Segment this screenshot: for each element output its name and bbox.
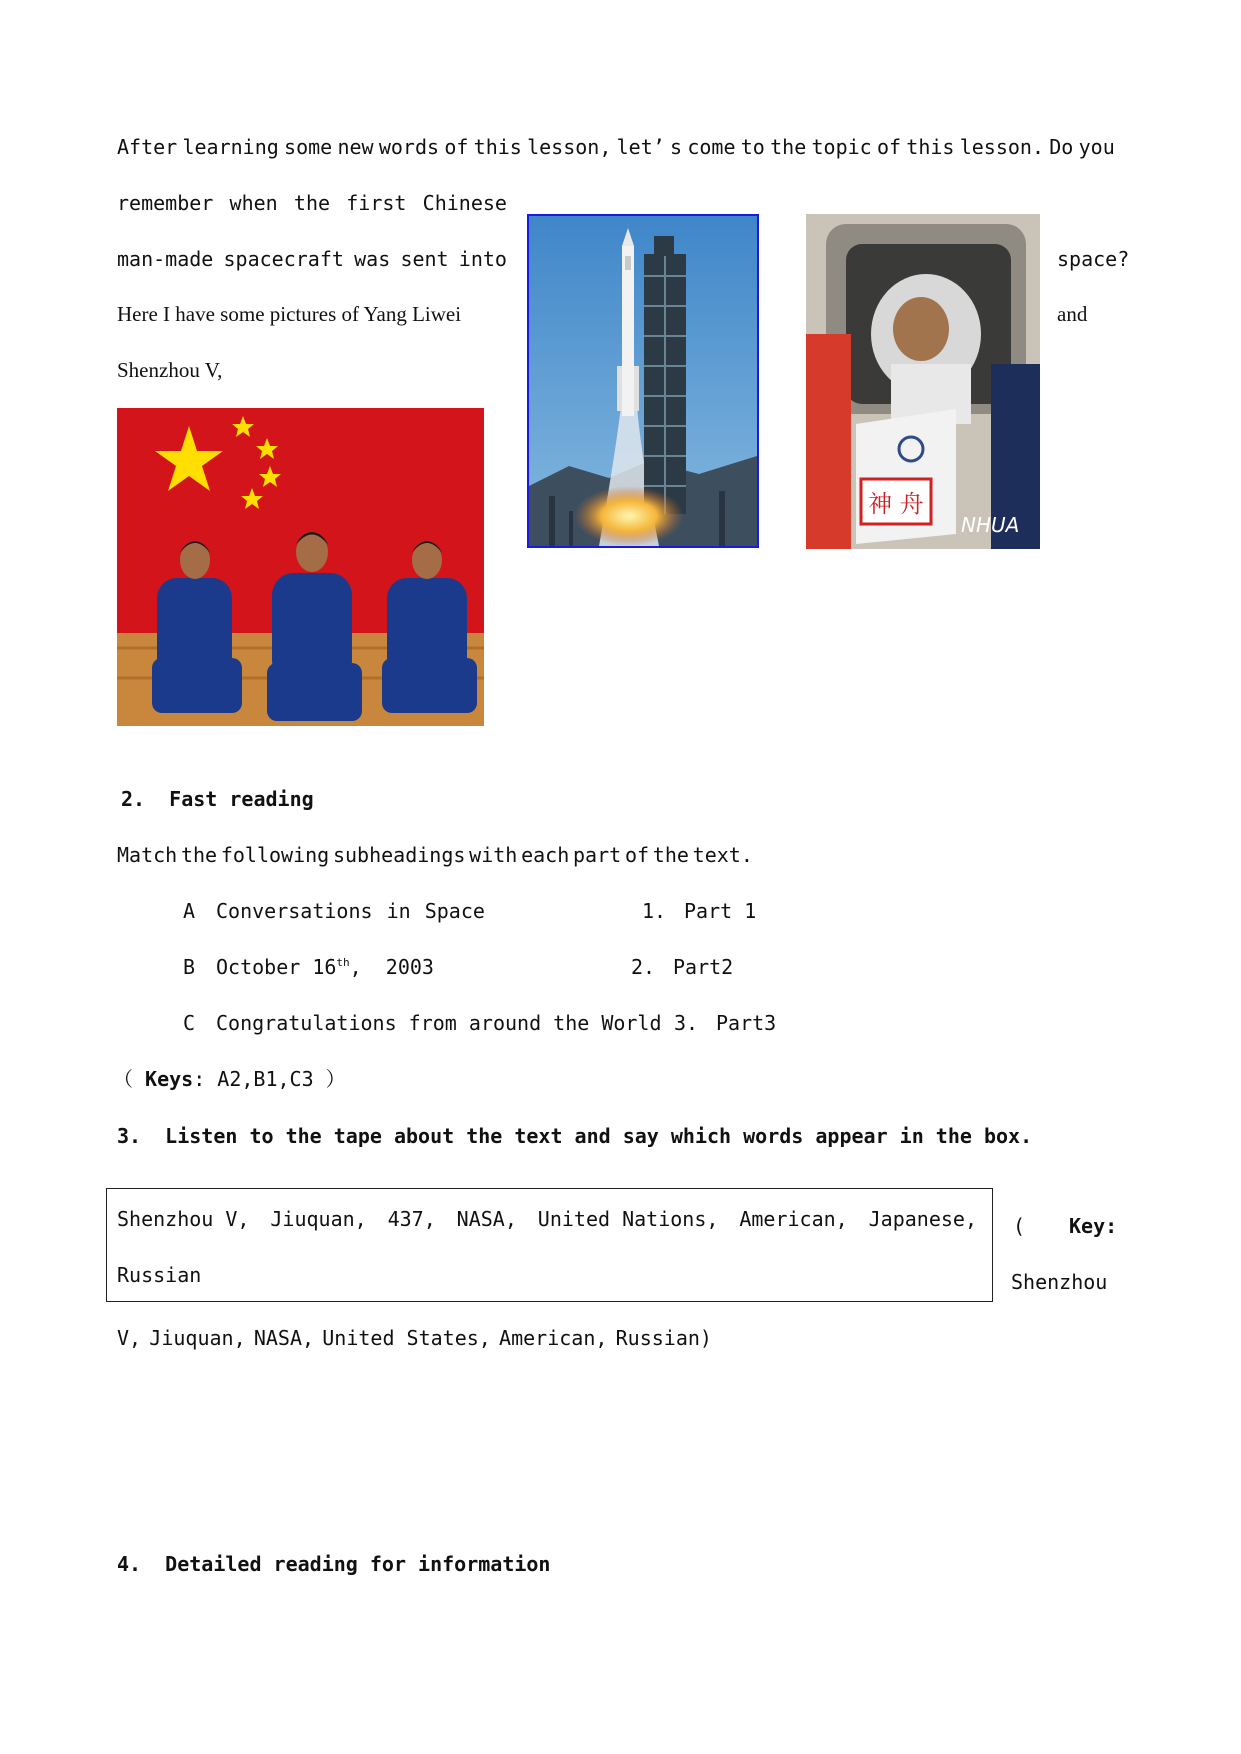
item-2-part: Part2: [673, 955, 734, 979]
intro-line-1-word: learning: [182, 135, 279, 159]
key-continued: [117, 1326, 712, 1350]
item-2-number: 2.: [631, 955, 656, 979]
intro-line-1-word: the: [770, 135, 807, 159]
intro-line-3: [117, 247, 507, 271]
key-word: V,: [117, 1326, 142, 1350]
item-b-text-sup: th: [336, 956, 350, 969]
instruction-word: text.: [692, 843, 753, 867]
instruction-word: each: [521, 843, 570, 867]
key-word: Russian): [615, 1326, 712, 1350]
fast-reading-keys: [113, 1067, 346, 1091]
intro-line-1-word: of: [444, 135, 469, 159]
box-word: Jiuquan,: [270, 1207, 367, 1231]
keys-open: （: [113, 1067, 146, 1091]
item-b-letter: B: [183, 955, 196, 979]
capsule-watermark: NHUA: [961, 513, 1020, 537]
intro-line-2-word: first: [346, 191, 407, 215]
fast-reading-heading: 2. Fast reading: [121, 787, 314, 811]
word-box-last-word: Russian: [117, 1263, 202, 1287]
detailed-reading-heading: 4. Detailed reading for information: [117, 1552, 551, 1576]
rocket-launch-graphic: [529, 216, 757, 546]
keys-label: Keys: [145, 1067, 194, 1091]
intro-line-3-word: was: [354, 247, 391, 271]
intro-line-4: Here I have some pictures of Yang Liwei: [117, 302, 462, 326]
box-word: NASA,: [456, 1207, 517, 1231]
item-3-part: Part3: [716, 1011, 777, 1035]
box-word: United Nations,: [537, 1207, 719, 1231]
item-a-letter: A: [183, 899, 196, 923]
intro-line-1-word: this: [906, 135, 955, 159]
intro-line-2: [117, 191, 507, 215]
intro-line-2-word: Chinese: [422, 191, 507, 215]
instruction-word: subheadings: [332, 843, 466, 867]
intro-line-1-word: After: [117, 135, 178, 159]
intro-line-3-end: space?: [1057, 247, 1130, 271]
key-label: Key:: [1069, 1214, 1118, 1238]
intro-line-1-word: lesson.: [959, 135, 1045, 159]
intro-line-2-word: when: [229, 191, 278, 215]
intro-line-1-word: lesson,: [527, 135, 612, 159]
word-box-line-1: [117, 1207, 977, 1231]
intro-line-1-word: you: [1078, 135, 1115, 159]
intro-line-4-end: and: [1057, 302, 1088, 326]
intro-line-3-word: sent: [400, 247, 449, 271]
key-word: American,: [499, 1326, 608, 1350]
intro-line-1-word: words: [378, 135, 440, 159]
box-word: 437,: [387, 1207, 436, 1231]
key-word: NASA,: [253, 1326, 315, 1350]
intro-line-1: [117, 135, 1115, 159]
intro-line-3-word: into: [458, 247, 507, 271]
box-word: Shenzhou V,: [117, 1207, 250, 1231]
rocket-launch-image: [527, 214, 759, 548]
item-a-text: Conversations in Space: [216, 899, 485, 923]
instruction-word: the: [652, 843, 689, 867]
item-c-text: Congratulations from around the World: [216, 1011, 662, 1035]
instruction-word: following: [220, 843, 330, 867]
key-word: United States,: [322, 1326, 491, 1350]
box-word: Japanese,: [868, 1207, 977, 1231]
astronauts-flag-graphic: [117, 408, 484, 726]
intro-line-1-word: of: [876, 135, 902, 159]
intro-line-1-word: let’: [616, 135, 665, 159]
intro-line-1-word: some: [284, 135, 333, 159]
word-box: [106, 1188, 993, 1302]
intro-line-1-word: s: [670, 135, 683, 159]
intro-line-2-word: the: [293, 191, 331, 215]
box-word: American,: [739, 1207, 848, 1231]
item-b-text-main: October 16: [216, 955, 337, 979]
intro-line-1-word: new: [337, 135, 374, 159]
intro-line-1-word: come: [687, 135, 736, 159]
intro-line-3-word: man-made: [117, 247, 214, 271]
listen-heading: 3. Listen to the tape about the text and say which words appear in the box.: [117, 1124, 1033, 1148]
item-3-number: 3.: [674, 1011, 699, 1035]
keys-value: : A2,B1,C3 ）: [193, 1067, 346, 1091]
instruction-word: with: [469, 843, 518, 867]
instruction-word: part: [573, 843, 622, 867]
key-first-word: Shenzhou: [1011, 1270, 1108, 1294]
intro-line-5: Shenzhou V,: [117, 358, 223, 382]
item-1-number: 1.: [642, 899, 667, 923]
astronaut-capsule-image: [806, 214, 1040, 549]
fast-reading-instruction: [117, 843, 753, 867]
intro-line-1-word: to: [740, 135, 765, 159]
item-b-text: [216, 955, 434, 979]
intro-line-1-word: topic: [811, 135, 872, 159]
intro-line-3-word: spacecraft: [223, 247, 344, 271]
key-open-paren: (: [1013, 1214, 1026, 1238]
capsule-characters: 神 舟: [868, 490, 924, 518]
intro-line-1-word: Do: [1049, 135, 1074, 159]
instruction-word: Match: [117, 843, 178, 867]
instruction-word: the: [180, 843, 218, 867]
item-c-letter: C: [183, 1011, 196, 1035]
intro-line-1-word: this: [473, 135, 522, 159]
astronauts-flag-image: [117, 408, 484, 726]
key-word: Jiuquan,: [149, 1326, 246, 1350]
intro-line-2-word: remember: [117, 191, 214, 215]
item-b-text-rest: , 2003: [349, 955, 434, 979]
item-1-part: Part 1: [684, 899, 757, 923]
astronaut-capsule-graphic: [806, 214, 1040, 549]
instruction-word: of: [624, 843, 650, 867]
